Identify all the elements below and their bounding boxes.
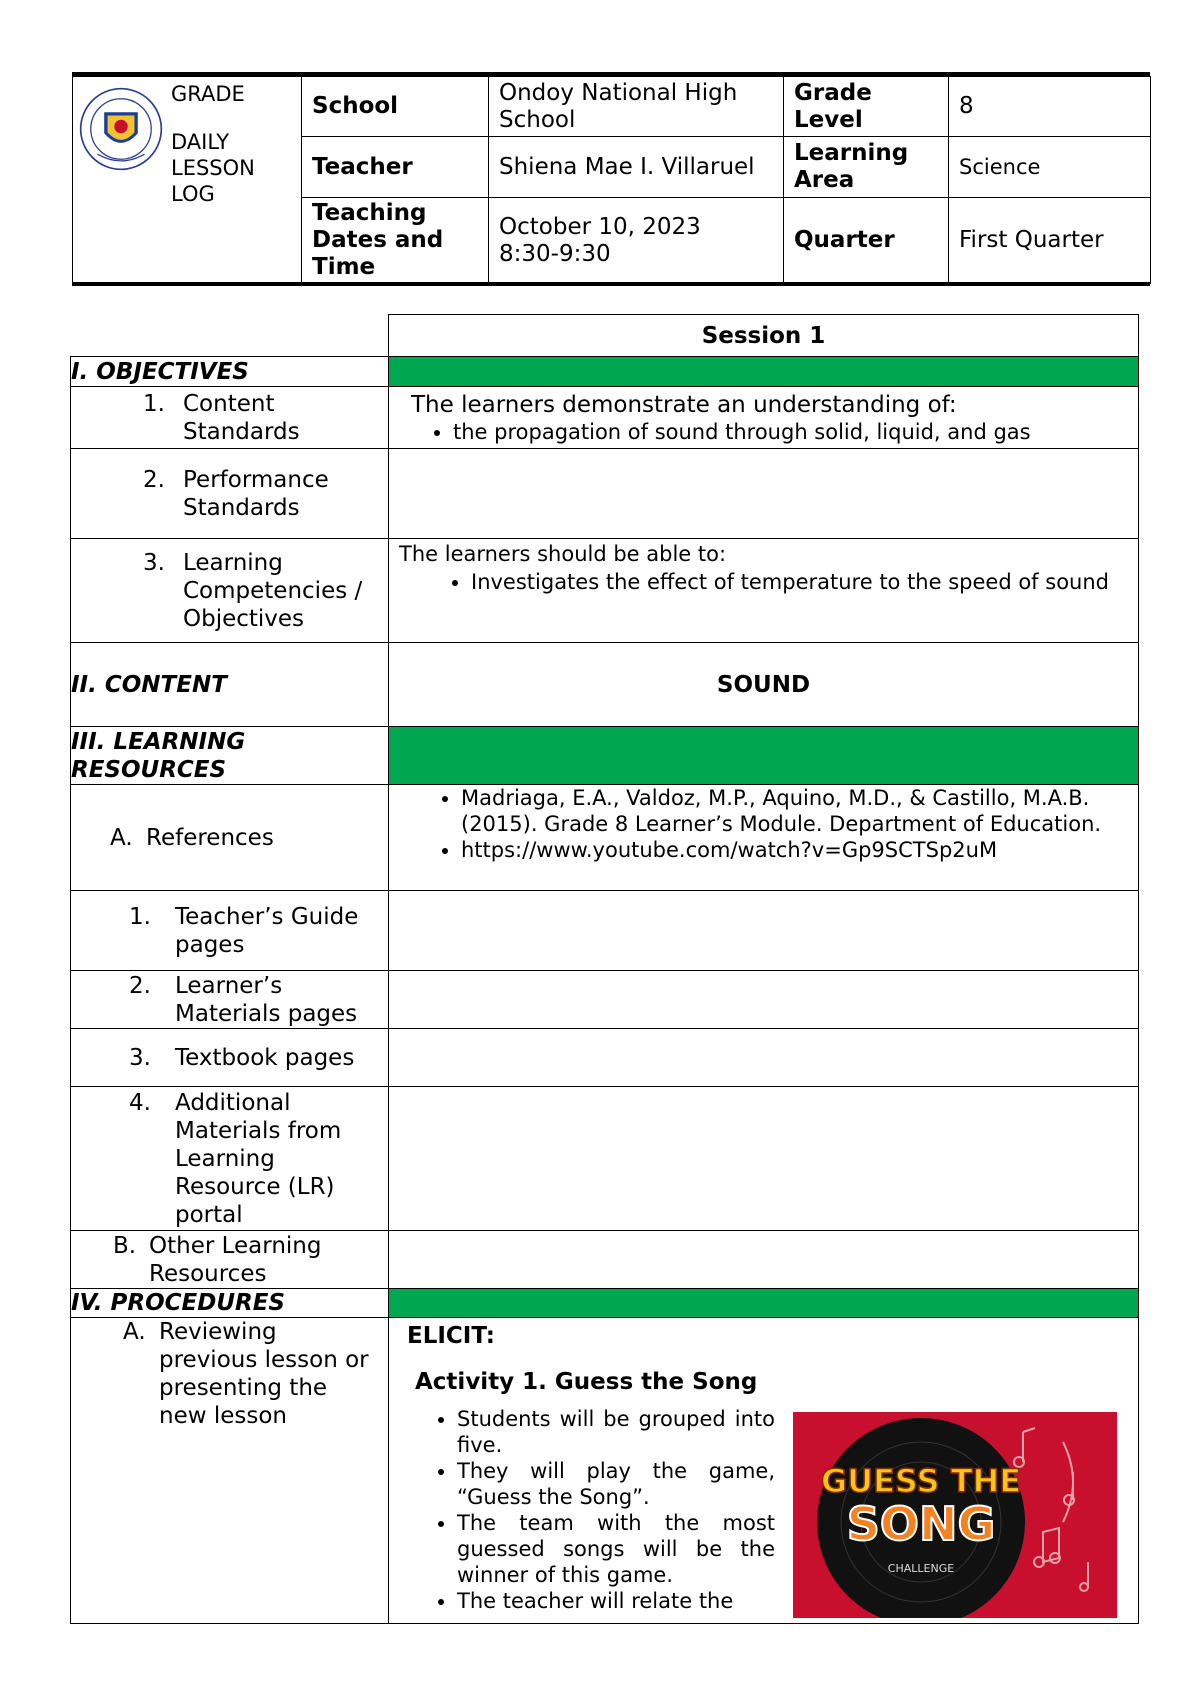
additional-materials-label: 4. Additional Materials from Learning Resource (LR) portal — [71, 1087, 389, 1231]
reviewing-value — [389, 1318, 1139, 1624]
learning-area-value: Science — [949, 137, 1151, 198]
reference-item: • Madriaga, E.A., Valdoz, M.P., Aquino, M.D., & Castillo, M.A.B. (2015). Grade 8 Learner’s Module. Department of Education. — [461, 785, 1128, 837]
teaching-dates-label: Teaching Dates and Time — [302, 198, 489, 284]
image-title-line2: SONG — [846, 1497, 996, 1551]
date-text: October 10, 2023 — [499, 213, 701, 240]
logo-cell — [73, 77, 302, 284]
activity-item: • The teacher will relate the — [457, 1588, 775, 1614]
teachers-guide-label: 1. Teacher’s Guide pages — [71, 891, 389, 971]
teaching-dates-value — [489, 198, 784, 284]
objectives-heading: I. OBJECTIVES — [71, 357, 389, 387]
lesson-table — [70, 314, 1139, 1624]
competencies-lead: The learners should be able to: — [399, 542, 727, 566]
content-standards-bullet: • the propagation of sound through solid, liquid, and gas — [453, 419, 1128, 445]
reference-link[interactable]: • https://www.youtube.com/watch?v=Gp9SCTSp2uM — [461, 837, 1128, 863]
learning-resources-heading: III. LEARNING RESOURCES — [71, 727, 389, 785]
teacher-label: Teacher — [302, 137, 489, 198]
grade-level-value: 8 — [949, 77, 1151, 137]
daily-lesson-log-label: DAILY LESSON LOG — [171, 130, 255, 206]
other-resources-label: B. Other Learning Resources — [71, 1231, 389, 1289]
other-resources-value — [389, 1231, 1139, 1289]
school-value: Ondoy National High School — [489, 77, 784, 137]
session-heading: Session 1 — [389, 315, 1139, 357]
activity-item: • They will play the game, “Guess the Song”. — [457, 1458, 775, 1510]
reviewing-label: A. Reviewing previous lesson or presenting the new lesson — [71, 1318, 389, 1624]
textbook-pages-value — [389, 1029, 1139, 1087]
quarter-label: Quarter — [784, 198, 949, 284]
content-standards-label: 1. Content Standards — [71, 387, 389, 449]
content-standards-lead: The learners demonstrate an understanding of: — [411, 391, 957, 418]
content-standards-value — [389, 387, 1139, 449]
green-band — [389, 727, 1139, 785]
performance-standards-label: 2. Performance Standards — [71, 449, 389, 539]
school-label: School — [302, 77, 489, 137]
references-label: A. References — [71, 785, 389, 891]
learners-materials-value — [389, 971, 1139, 1029]
blank-cell — [71, 315, 389, 357]
activity-item: • Students will be grouped into five. — [457, 1406, 775, 1458]
competencies-value — [389, 539, 1139, 643]
teacher-value: Shiena Mae I. Villaruel — [489, 137, 784, 198]
textbook-pages-label: 3. Textbook pages — [71, 1029, 389, 1087]
green-band — [389, 1289, 1139, 1318]
grade-level-label: Grade Level — [784, 77, 949, 137]
activity-item: • The team with the most guessed songs will be the winner of this game. — [457, 1510, 775, 1588]
elicit-heading: ELICIT: — [407, 1323, 495, 1349]
quarter-value: First Quarter — [949, 198, 1151, 284]
teachers-guide-value — [389, 891, 1139, 971]
content-value: SOUND — [389, 643, 1139, 727]
green-band — [389, 357, 1139, 387]
activity-title: Activity 1. Guess the Song — [415, 1369, 758, 1395]
references-value — [389, 785, 1139, 891]
performance-standards-value — [389, 449, 1139, 539]
content-heading: II. CONTENT — [71, 643, 389, 727]
image-title-line3: CHALLENGE — [887, 1562, 955, 1575]
procedures-heading: IV. PROCEDURES — [71, 1289, 389, 1318]
header-table — [72, 72, 1150, 286]
guess-the-song-image — [793, 1412, 1117, 1618]
image-title-line1: GUESS THE — [820, 1462, 1022, 1500]
deped-seal-logo — [79, 87, 163, 171]
competencies-label: 3. Learning Competencies / Objectives — [71, 539, 389, 643]
learning-area-label: Learning Area — [784, 137, 949, 198]
time-text: 8:30-9:30 — [499, 240, 611, 267]
competencies-bullet: • Investigates the effect of temperature to the speed of sound — [471, 567, 1128, 598]
additional-materials-value — [389, 1087, 1139, 1231]
grade-label: GRADE — [171, 82, 245, 106]
learners-materials-label: 2. Learner’s Materials pages — [71, 971, 389, 1029]
